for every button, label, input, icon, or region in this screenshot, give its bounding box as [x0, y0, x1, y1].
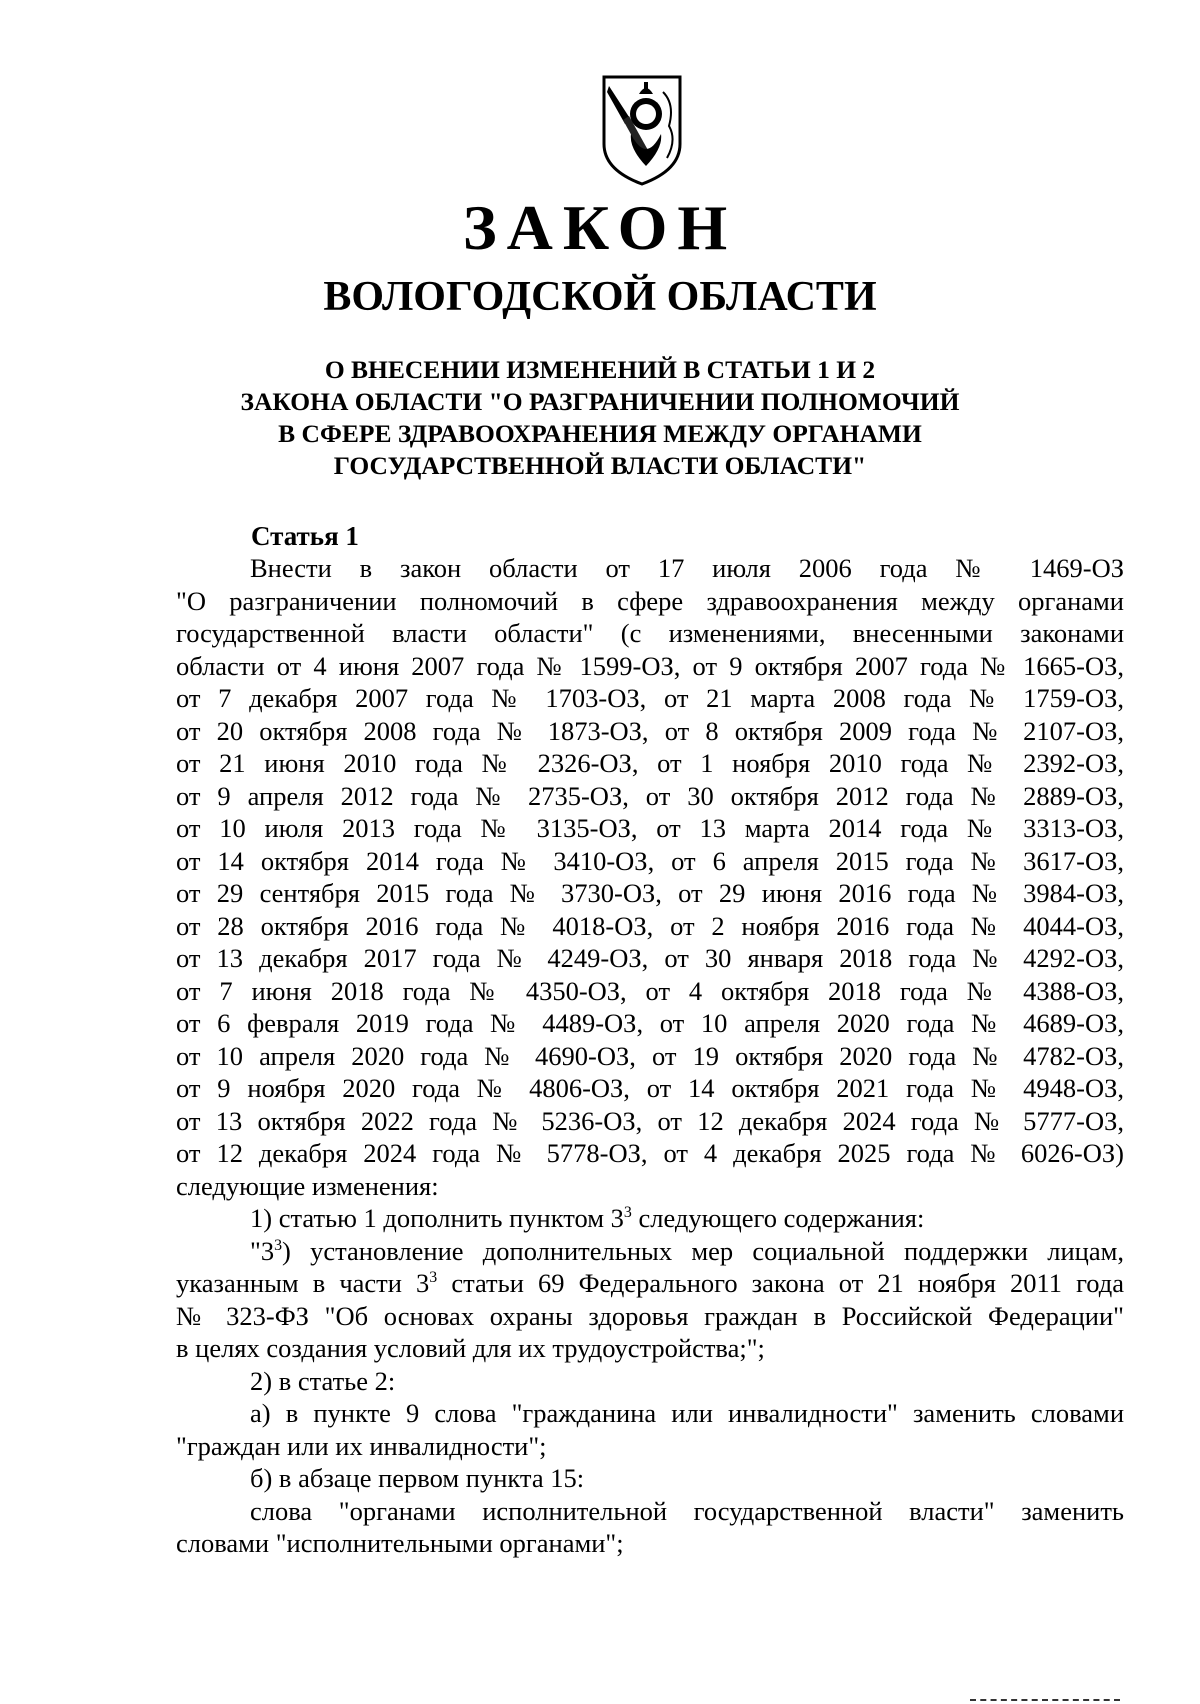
- law-heading: [150, 354, 1050, 482]
- body-line: от 7 декабря 2007 года № 1703-ОЗ, от 21 марта 2008 года № 1759-ОЗ,: [176, 683, 1124, 713]
- amendment-subitem-b: б) в абзаце первом пункта 15:: [250, 1463, 585, 1493]
- page-footer-divider: [970, 1699, 1120, 1701]
- heading-line: О ВНЕСЕНИИ ИЗМЕНЕНИЙ В СТАТЬИ 1 И 2: [324, 355, 876, 384]
- body-line: от 21 июня 2010 года № 2326-ОЗ, от 1 ноября 2010 года № 2392-ОЗ,: [176, 748, 1124, 778]
- body-line: государственной власти области" (с изменениями, внесенными законами: [176, 618, 1124, 648]
- body-line: от 13 октября 2022 года № 5236-ОЗ, от 12 декабря 2024 года № 5777-ОЗ,: [176, 1105, 1124, 1136]
- article-body: [176, 552, 1124, 1560]
- body-line: "О разграничении полномочий в сфере здравоохранения между органами: [176, 585, 1124, 616]
- heading-line: ЗАКОНА ОБЛАСТИ "О РАЗГРАНИЧЕНИИ ПОЛНОМОЧИЙ: [240, 387, 960, 416]
- body-line: от 12 декабря 2024 года № 5778-ОЗ, от 4 декабря 2025 года № 6026-ОЗ): [176, 1138, 1124, 1168]
- body-line: от 10 июля 2013 года № 3135-ОЗ, от 13 марта 2014 года № 3313-ОЗ,: [176, 813, 1124, 843]
- amendment-subitem-b-text: слова "органами исполнительной государственной власти" заменить: [250, 1495, 1124, 1526]
- article-title: Статья 1: [251, 521, 359, 551]
- amendment-item-1: 1) статью 1 дополнить пунктом $3^3$ следующего содержания:: [250, 1203, 925, 1233]
- document-subtitle: ВОЛОГОДСКОЙ ОБЛАСТИ: [323, 274, 877, 320]
- body-line: от 9 апреля 2012 года № 2735-ОЗ, от 30 октября 2012 года № 2889-ОЗ,: [176, 780, 1124, 811]
- heading-line: В СФЕРЕ ЗДРАВООХРАНЕНИЯ МЕЖДУ ОРГАНАМИ: [278, 419, 922, 448]
- amendment-subitem-b-text: словами "исполнительными органами";: [176, 1528, 624, 1558]
- quoted-text-line: № 323-ФЗ "Об основах охраны здоровья граждан в Российской Федерации": [176, 1300, 1124, 1331]
- document-title: ЗАКОН: [462, 192, 738, 263]
- quoted-text-line: "$3^3$) установление дополнительных мер социальной поддержки лицам,: [250, 1235, 1124, 1266]
- coat-of-arms-emblem: [601, 74, 683, 186]
- body-line: следующие изменения:: [176, 1170, 439, 1201]
- body-line: от 7 июня 2018 года № 4350-ОЗ, от 4 октября 2018 года № 4388-ОЗ,: [176, 975, 1124, 1006]
- body-line: от 13 декабря 2017 года № 4249-ОЗ, от 30 января 2018 года № 4292-ОЗ,: [176, 943, 1124, 973]
- body-line: от 6 февраля 2019 года № 4489-ОЗ, от 10 апреля 2020 года № 4689-ОЗ,: [176, 1008, 1124, 1038]
- quoted-text-line: указанным в части $3^3$ статьи 69 Федерального закона от 21 ноября 2011 года: [176, 1268, 1125, 1298]
- body-line: от 9 ноября 2020 года № 4806-ОЗ, от 14 октября 2021 года № 4948-ОЗ,: [176, 1073, 1124, 1103]
- body-line: от 29 сентября 2015 года № 3730-ОЗ, от 29 июня 2016 года № 3984-ОЗ,: [176, 878, 1124, 908]
- heading-line: ГОСУДАРСТВЕННОЙ ВЛАСТИ ОБЛАСТИ": [333, 451, 867, 480]
- body-line: от 10 апреля 2020 года № 4690-ОЗ, от 19 октября 2020 года № 4782-ОЗ,: [176, 1040, 1124, 1071]
- amendment-item-2: 2) в статье 2:: [250, 1365, 396, 1396]
- amendment-subitem-a: "граждан или их инвалидности";: [176, 1430, 547, 1461]
- body-line: от 20 октября 2008 года № 1873-ОЗ, от 8 октября 2009 года № 2107-ОЗ,: [176, 715, 1124, 746]
- quoted-text-line: в целях создания условий для их трудоустройства;";: [176, 1333, 765, 1363]
- amendment-subitem-a: а) в пункте 9 слова "гражданина или инвалидности" заменить словами: [250, 1398, 1124, 1428]
- body-line: области от 4 июня 2007 года № 1599-ОЗ, от 9 октября 2007 года № 1665-ОЗ,: [176, 650, 1124, 681]
- body-line: от 28 октября 2016 года № 4018-ОЗ, от 2 ноября 2016 года № 4044-ОЗ,: [176, 910, 1124, 941]
- body-line: Внести в закон области от 17 июля 2006 года № 1469-ОЗ: [250, 553, 1124, 583]
- body-line: от 14 октября 2014 года № 3410-ОЗ, от 6 апреля 2015 года № 3617-ОЗ,: [176, 845, 1124, 876]
